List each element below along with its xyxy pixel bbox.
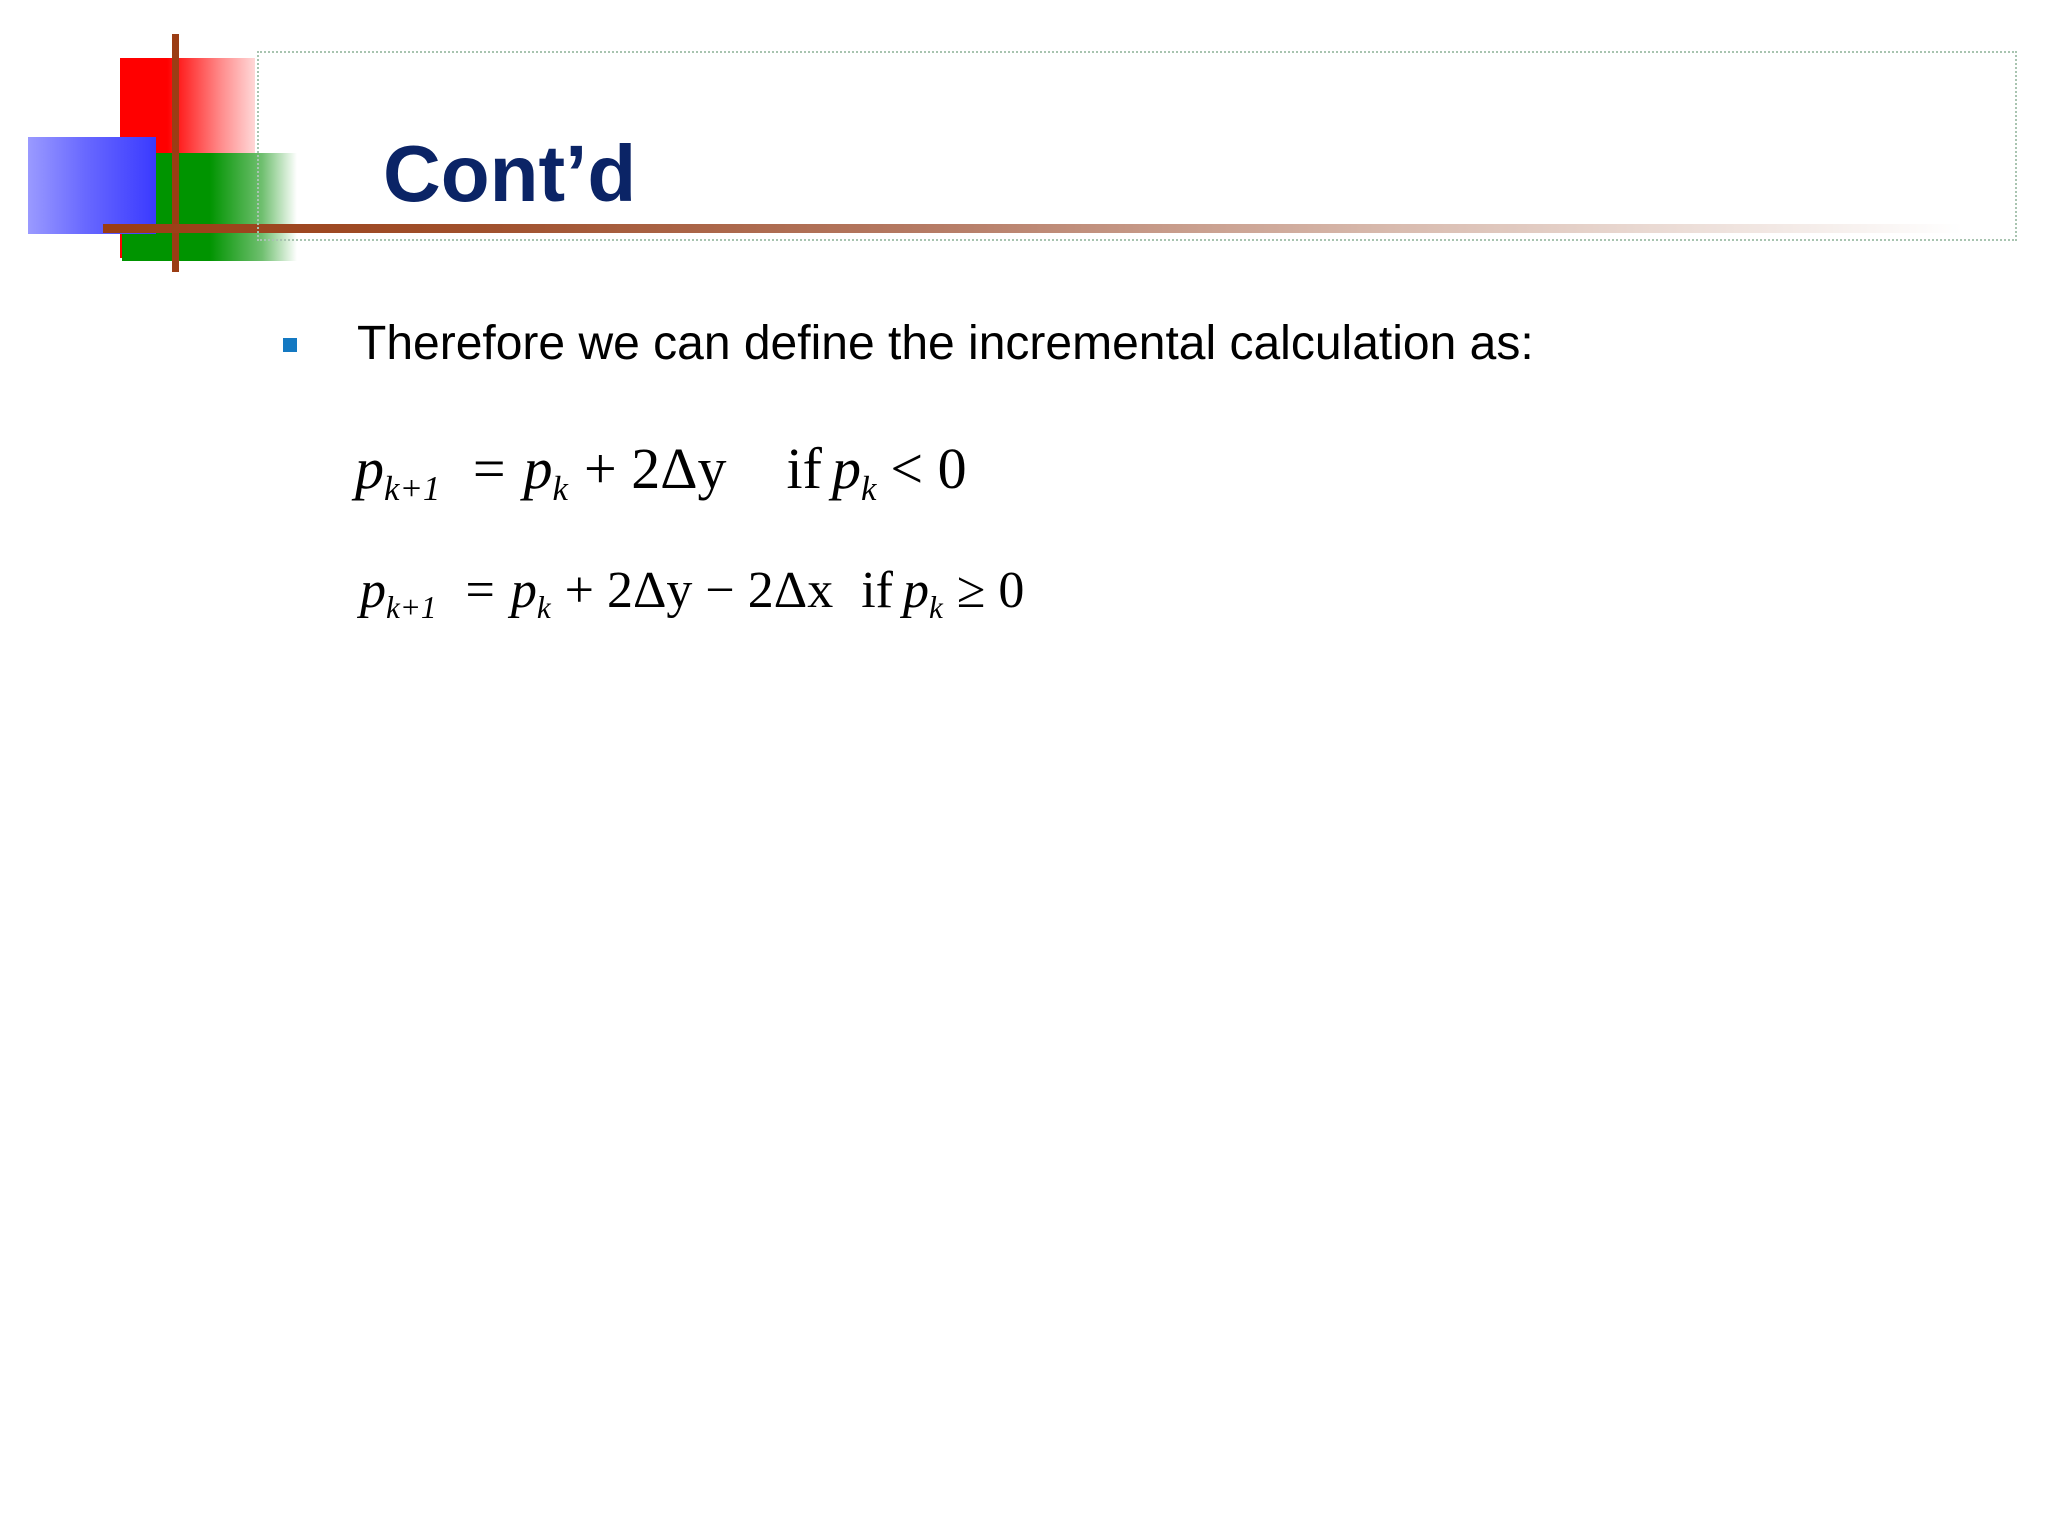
eq1-cond-var: p: [831, 436, 861, 501]
blue-decor-block: [28, 137, 156, 234]
bullet-square-icon: [283, 338, 297, 352]
eq1-rhs-rest: + 2Δy: [584, 436, 727, 501]
bullet-text: Therefore we can define the incremental calculation as:: [357, 317, 1534, 370]
eq1-cond-sub: k: [860, 469, 877, 509]
eq1-rhs-var: p: [523, 436, 553, 501]
eq2-cond-rest: ≥ 0: [956, 562, 1025, 619]
eq2-lhs-sub: k+1: [386, 589, 437, 625]
eq1-lhs-sub: k+1: [384, 469, 441, 509]
vertical-accent-bar: [172, 34, 179, 272]
equation-1: [355, 436, 967, 509]
eq2-cond-sub: k: [928, 589, 943, 625]
eq1-cond-if: if: [786, 436, 822, 501]
eq1-rhs-sub: k: [552, 469, 568, 509]
eq2-cond-var: p: [902, 562, 929, 619]
eq1-equals: =: [472, 436, 506, 501]
eq2-cond-if: if: [861, 562, 893, 619]
eq2-rhs-var: p: [510, 562, 537, 619]
eq2-rhs-sub: k: [536, 589, 551, 625]
eq2-rhs-rest: + 2Δy − 2Δx: [564, 562, 834, 619]
eq2-lhs-var: p: [360, 562, 386, 619]
eq2-equals: =: [465, 562, 495, 619]
equation-2: [360, 562, 1025, 625]
slide-title: Cont’d: [383, 129, 637, 218]
eq1-lhs-var: p: [355, 436, 384, 501]
eq1-cond-rest: < 0: [890, 436, 967, 501]
